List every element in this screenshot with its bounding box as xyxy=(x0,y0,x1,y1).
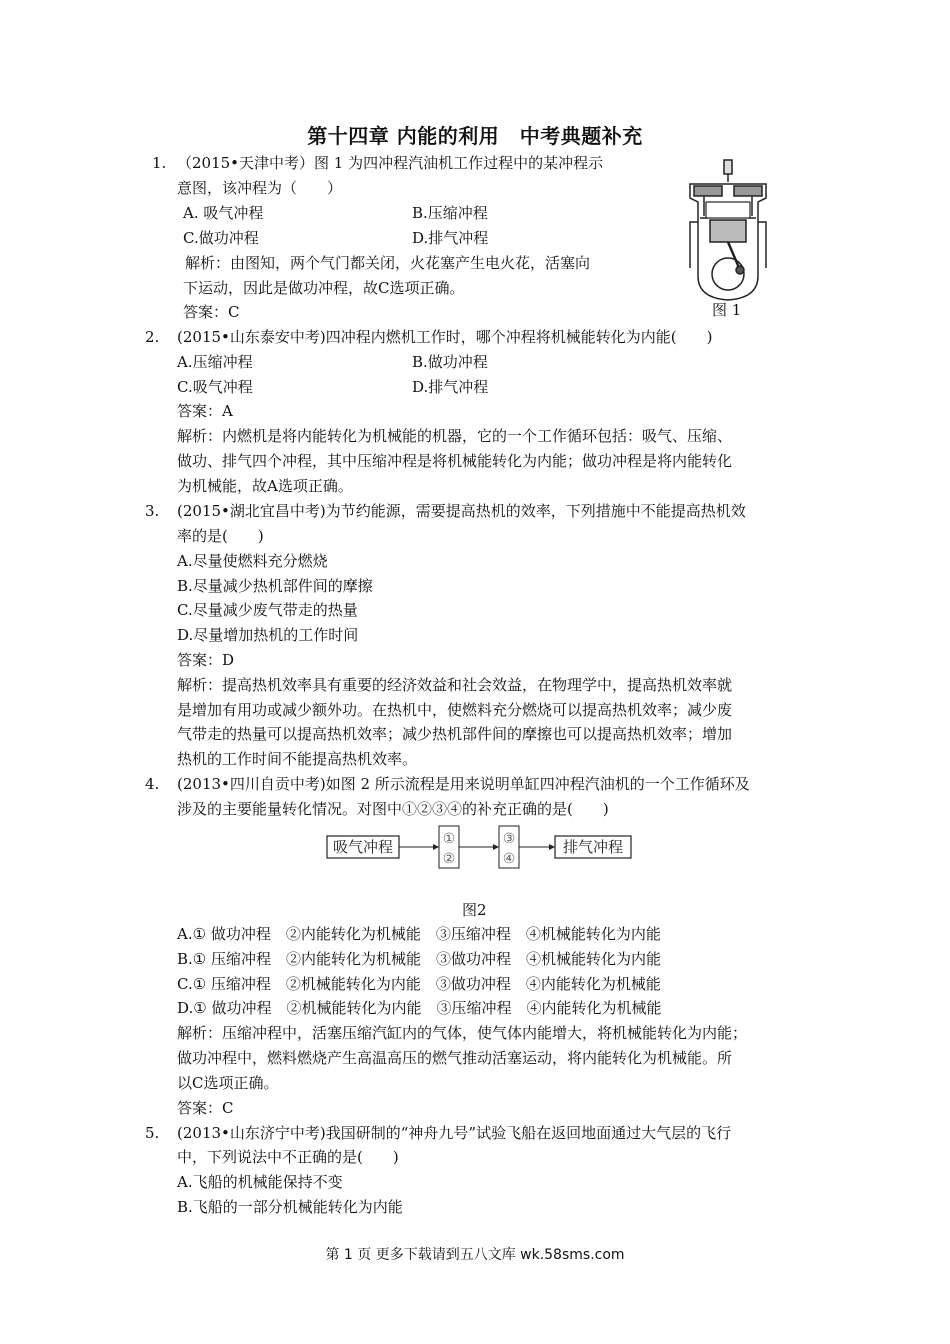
q4-analysis-line2: 做功冲程中，燃料燃烧产生高温高压的燃气推动活塞运动，将内能转化为机械能。所 xyxy=(177,1049,733,1067)
piston xyxy=(710,220,746,242)
q4-analysis-line1: 解析：压缩冲程中，活塞压缩汽缸内的气体，使气体内能增大，将机械能转化为内能； xyxy=(177,1024,748,1042)
spark-plug xyxy=(724,160,732,174)
q2-number: 2. xyxy=(145,328,160,346)
q2-option-c: C.吸气冲程 xyxy=(177,378,253,396)
q1-stem-line2: 意图，该冲程为（ ） xyxy=(177,179,343,197)
intake-valve-area xyxy=(694,186,722,196)
q3-answer: 答案：D xyxy=(177,651,235,669)
stroke-flow-diagram xyxy=(325,822,635,872)
q1-option-b: B.压缩冲程 xyxy=(412,204,488,222)
q5-option-a: A.飞船的机械能保持不变 xyxy=(177,1173,343,1191)
flow-end-label: 排气冲程 xyxy=(562,838,624,856)
flow-start-label: 吸气冲程 xyxy=(332,838,394,856)
page-footer: 第 1 页 更多下载请到五八文库 wk.58sms.com xyxy=(325,1247,625,1263)
q1-analysis-line2: 下运动，因此是做功冲程，故C选项正确。 xyxy=(183,279,465,297)
q1-option-c: C.做功冲程 xyxy=(183,229,259,247)
q3-option-d: D.尽量增加热机的工作时间 xyxy=(177,626,359,644)
q1-analysis-line1: 解析：由图知，两个气门都关闭，火花塞产生电火花，活塞向 xyxy=(185,254,591,272)
figure1-caption: 图 1 xyxy=(712,301,742,319)
q1-stem-line1: （2015•天津中考）图 1 为四冲程汽油机工作过程中的某冲程示 xyxy=(177,154,604,172)
q3-analysis-line4: 热机的工作时间不能提高热机效率。 xyxy=(177,750,418,768)
flow-marker-2: ② xyxy=(442,851,456,867)
combustion-chamber xyxy=(706,202,750,218)
q3-stem-line2: 率的是( ) xyxy=(177,527,264,545)
q5-option-b: B.飞船的一部分机械能转化为内能 xyxy=(177,1198,403,1216)
q1-option-a: A. 吸气冲程 xyxy=(183,204,264,222)
q2-option-d: D.排气冲程 xyxy=(412,378,489,396)
q4-option-a: A.① 做功冲程 ②内能转化为机械能 ③压缩冲程 ④机械能转化为内能 xyxy=(177,925,661,943)
q3-analysis-line2: 是增加有用功或减少额外功。在热机中，使燃料充分燃烧可以提高热机效率；减少废 xyxy=(177,701,733,719)
q2-option-b: B.做功冲程 xyxy=(412,353,488,371)
flow-marker-1: ① xyxy=(442,831,456,847)
q2-analysis-line1: 解析：内燃机是将内能转化为机械能的机器，它的一个工作循环包括：吸气、压缩、 xyxy=(177,427,733,445)
q4-option-d: D.① 做功冲程 ②机械能转化为内能 ③压缩冲程 ④内能转化为机械能 xyxy=(177,999,662,1017)
q4-analysis-line3: 以C选项正确。 xyxy=(177,1074,279,1092)
q1-number: 1. xyxy=(152,154,167,172)
q3-option-b: B.尽量减少热机部件间的摩擦 xyxy=(177,577,373,595)
q3-analysis-line1: 解析：提高热机效率具有重要的经济效益和社会效益，在物理学中，提高热机效率就 xyxy=(177,676,733,694)
q2-analysis-line2: 做功、排气四个冲程，其中压缩冲程是将机械能转化为内能；做功冲程是将内能转化 xyxy=(177,452,733,470)
engine-cylinder-figure xyxy=(680,158,776,306)
q3-number: 3. xyxy=(145,502,160,520)
q2-stem-line1: (2015•山东泰安中考)四冲程内燃机工作时，哪个冲程将机械能转化为内能( ) xyxy=(177,328,713,346)
q4-option-c: C.① 压缩冲程 ②机械能转化为内能 ③做功冲程 ④内能转化为机械能 xyxy=(177,975,661,993)
q5-number: 5. xyxy=(145,1124,160,1142)
q3-option-c: C.尽量减少废气带走的热量 xyxy=(177,601,358,619)
q3-stem-line1: (2015•湖北宜昌中考)为节约能源，需要提高热机的效率，下列措施中不能提高热机效 xyxy=(177,502,746,520)
q4-stem-line2: 涉及的主要能量转化情况。对图中①②③④的补充正确的是( ) xyxy=(177,800,609,818)
q3-option-a: A.尽量使燃料充分燃烧 xyxy=(177,552,328,570)
q2-option-a: A.压缩冲程 xyxy=(177,353,253,371)
q5-stem-line1: (2013•山东济宁中考)我国研制的“神舟九号”试验飞船在返回地面通过大气层的飞行 xyxy=(177,1124,732,1142)
page-title: 第十四章 内能的利用 中考典题补充 xyxy=(307,124,643,148)
q4-option-b: B.① 压缩冲程 ②内能转化为机械能 ③做功冲程 ④机械能转化为内能 xyxy=(177,950,662,968)
q2-answer: 答案：A xyxy=(177,402,233,420)
q5-stem-line2: 中，下列说法中不正确的是( ) xyxy=(177,1148,399,1166)
flow-marker-4: ④ xyxy=(502,851,516,867)
q1-option-d: D.排气冲程 xyxy=(412,229,489,247)
q3-analysis-line3: 气带走的热量可以提高热机效率；减少热机部件间的摩擦也可以提高热机效率；增加 xyxy=(177,725,733,743)
figure2-caption: 图2 xyxy=(462,901,487,919)
q4-number: 4. xyxy=(145,775,160,793)
q2-analysis-line3: 为机械能，故A选项正确。 xyxy=(177,477,353,495)
q1-answer: 答案：C xyxy=(183,303,240,321)
exhaust-valve-area xyxy=(734,186,762,196)
q4-stem-line1: (2013•四川自贡中考)如图 2 所示流程是用来说明单缸四冲程汽油机的一个工作循环及 xyxy=(177,775,750,793)
q4-answer: 答案：C xyxy=(177,1099,234,1117)
flow-marker-3: ③ xyxy=(502,831,516,847)
